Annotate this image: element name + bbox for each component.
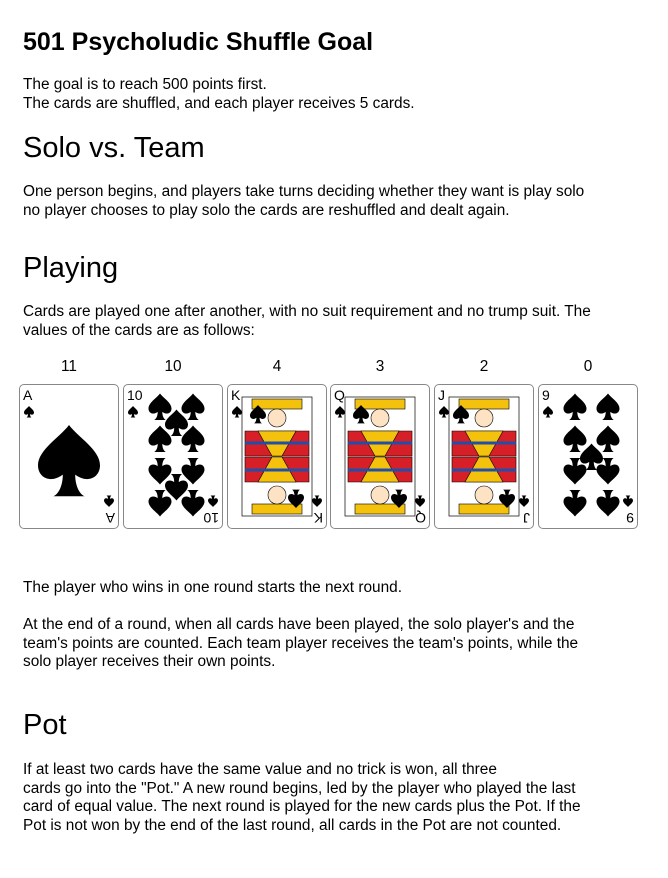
solo-team-line-1: One person begins, and players take turns deciding whether they want is play solo bbox=[23, 183, 585, 200]
playing-line-1: Cards are played one after another, with no suit requirement and no trump suit. The bbox=[23, 303, 591, 320]
corner-spade-icon bbox=[623, 496, 633, 508]
pip-spade-icon bbox=[149, 394, 172, 420]
playing-paragraph bbox=[23, 303, 648, 340]
card-value: 4 bbox=[272, 358, 282, 375]
rank-label: A bbox=[105, 510, 115, 526]
heading-solo-team: Solo vs. Team bbox=[23, 132, 205, 164]
card-ten-of-spades bbox=[123, 384, 223, 529]
card-values-row bbox=[19, 356, 649, 531]
card-value: 2 bbox=[479, 358, 489, 375]
page-title: 501 Psycholudic Shuffle Goal bbox=[23, 28, 374, 56]
solo-team-line-2: no player chooses to play solo the cards are reshuffled and dealt again. bbox=[23, 201, 510, 219]
corner-spade-icon bbox=[208, 496, 218, 508]
pip-spade-icon bbox=[597, 426, 620, 452]
rank-label: J bbox=[438, 387, 445, 403]
card-value: 3 bbox=[375, 358, 385, 375]
corner-spade-icon bbox=[415, 496, 425, 508]
corner-spade-icon bbox=[519, 496, 529, 508]
corner-spade-icon bbox=[128, 406, 138, 418]
card-jack-of-spades bbox=[434, 384, 534, 529]
card-nine-of-spades bbox=[538, 384, 638, 529]
card-corner-bottom bbox=[312, 496, 323, 527]
pip-spade-icon bbox=[564, 394, 587, 420]
rank-label: Q bbox=[334, 387, 345, 403]
corner-spade-icon bbox=[312, 496, 322, 508]
rank-label: K bbox=[231, 387, 241, 403]
pot-line-2: cards go into the "Pot." A new round begins, led by the player who played the last bbox=[23, 779, 576, 797]
card-corner-bottom bbox=[104, 496, 115, 527]
rank-label: 10 bbox=[127, 387, 143, 403]
card-king-of-spades bbox=[227, 384, 327, 529]
card-face bbox=[228, 385, 326, 528]
pip-spade-icon bbox=[165, 474, 188, 500]
pot-paragraph bbox=[23, 761, 648, 835]
card-face bbox=[539, 385, 637, 528]
intro-paragraph bbox=[23, 76, 648, 113]
corner-spade-icon bbox=[232, 406, 242, 418]
pip-spade-icon bbox=[182, 394, 205, 420]
rank-label: 9 bbox=[542, 387, 550, 403]
corner-spade-icon bbox=[543, 406, 553, 418]
card-queen-of-spades bbox=[330, 384, 430, 529]
pip-spade-icon bbox=[182, 458, 205, 484]
pip-spade-icon bbox=[564, 490, 587, 516]
card-corner-bottom bbox=[623, 496, 634, 527]
intro-line-1: The goal is to reach 500 points first. bbox=[23, 76, 267, 93]
heading-playing: Playing bbox=[23, 252, 119, 284]
card-ace-of-spades bbox=[19, 384, 119, 529]
solo-team-paragraph bbox=[23, 183, 648, 220]
card-face bbox=[124, 385, 222, 528]
pip-spade-icon bbox=[182, 490, 205, 516]
pot-line-1: If at least two cards have the same value and no trick is won, all three bbox=[23, 761, 497, 778]
card-corner-bottom bbox=[203, 496, 219, 527]
card-face bbox=[331, 385, 429, 528]
card-corner-bottom bbox=[519, 496, 530, 527]
card-corner-bottom bbox=[415, 496, 426, 527]
playing-line-2: values of the cards are as follows: bbox=[23, 321, 255, 339]
heading-pot: Pot bbox=[23, 709, 67, 741]
intro-line-2: The cards are shuffled, and each player receives 5 cards. bbox=[23, 94, 415, 112]
pot-line-4: Pot is not won by the end of the last round, all cards in the Pot are not counted. bbox=[23, 816, 562, 834]
card-face bbox=[20, 385, 118, 528]
rank-label: J bbox=[523, 510, 530, 526]
round-start-paragraph bbox=[23, 579, 648, 598]
corner-spade-icon bbox=[24, 406, 34, 418]
rank-label: Q bbox=[415, 510, 426, 526]
card-value: 10 bbox=[164, 358, 182, 375]
face-figure bbox=[449, 397, 519, 516]
card-face bbox=[435, 385, 533, 528]
scoring-line-3: solo player receives their own points. bbox=[23, 653, 276, 670]
face-figure bbox=[242, 397, 312, 516]
pip-spade-icon bbox=[149, 426, 172, 452]
corner-spade-icon bbox=[439, 406, 449, 418]
round-start-line: The player who wins in one round starts the next round. bbox=[23, 579, 402, 596]
scoring-line-2: team's points are counted. Each team player receives the team's points, while the bbox=[23, 634, 579, 652]
pip-spade-icon bbox=[149, 490, 172, 516]
pip-spade-icon bbox=[564, 426, 587, 452]
rank-label: K bbox=[313, 510, 323, 526]
card-value: 0 bbox=[583, 358, 593, 375]
face-figure bbox=[345, 397, 415, 516]
pip-spade-icon bbox=[597, 490, 620, 516]
rank-label: A bbox=[23, 387, 33, 403]
corner-spade-icon bbox=[335, 406, 345, 418]
pip-spade-icon bbox=[165, 410, 188, 436]
ace-spade-icon bbox=[38, 425, 100, 496]
rank-label: 10 bbox=[203, 510, 219, 526]
pip-spade-icon bbox=[149, 458, 172, 484]
pip-spade-icon bbox=[597, 394, 620, 420]
scoring-line-1: At the end of a round, when all cards have been played, the solo player's and the bbox=[23, 616, 575, 633]
pot-line-3: card of equal value. The next round is played for the new cards plus the Pot. If the bbox=[23, 798, 581, 815]
card-value: 11 bbox=[61, 358, 77, 375]
pip-spade-icon bbox=[182, 426, 205, 452]
scoring-paragraph bbox=[23, 616, 648, 672]
corner-spade-icon bbox=[104, 496, 114, 508]
rank-label: 9 bbox=[626, 510, 634, 526]
